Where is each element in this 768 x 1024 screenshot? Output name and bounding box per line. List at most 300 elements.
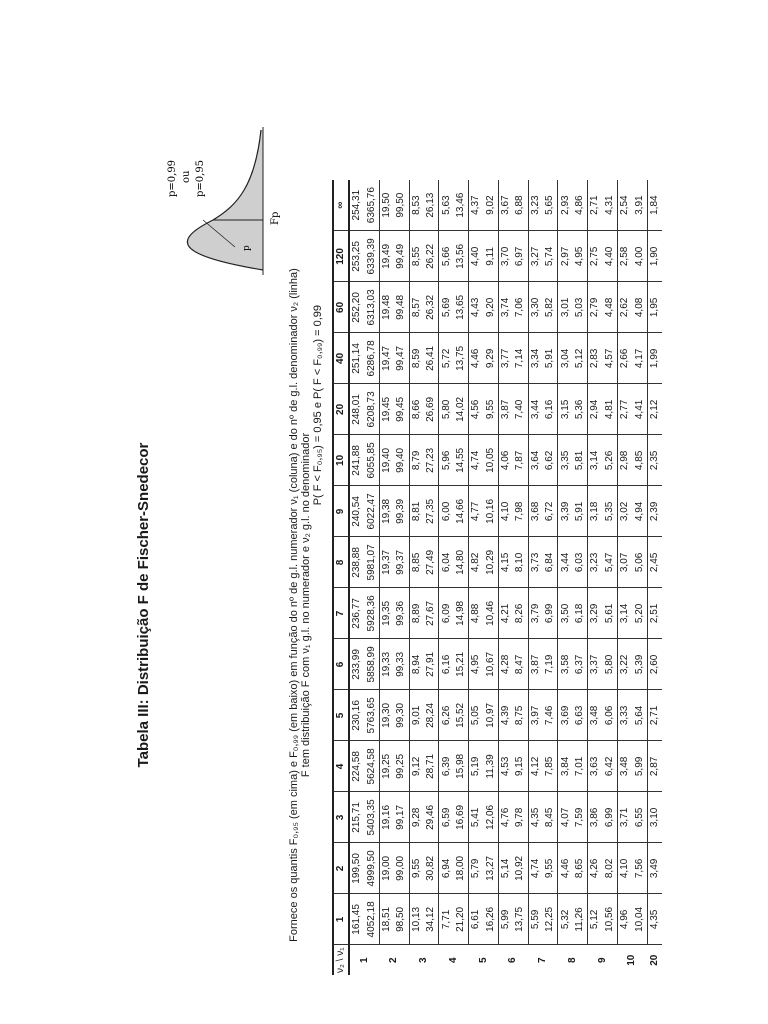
cell-f095: 254,31 <box>349 180 364 231</box>
cell-f095: 2,60 <box>647 639 662 690</box>
cell-f095: 252,20 <box>349 282 364 333</box>
cell-f095: 215,71 <box>349 792 364 843</box>
cell-f095: 7,71 <box>439 894 454 945</box>
cell-f095: 3,86 <box>588 792 603 843</box>
cell-f099: 5,64 <box>632 690 647 741</box>
p-label: p <box>242 245 252 251</box>
cell-f095: 3,34 <box>528 333 543 384</box>
cell-f095: 6,16 <box>439 639 454 690</box>
row-header: 4 <box>447 957 459 963</box>
cell-f099: 4,81 <box>603 384 618 435</box>
cell-f095: 2,66 <box>618 333 633 384</box>
row-header: 3 <box>417 957 429 963</box>
cell-f095: 3,71 <box>618 792 633 843</box>
cell-f099: 4,85 <box>632 435 647 486</box>
cell-f099: 26,22 <box>424 231 439 282</box>
cell-f095: 19,40 <box>379 435 394 486</box>
cell-f095: 5,12 <box>588 894 603 945</box>
cell-f095: 3,69 <box>558 690 573 741</box>
cell-f099: 99,30 <box>394 690 409 741</box>
cell-f095: 3,04 <box>558 333 573 384</box>
cell-f095: 3,14 <box>588 435 603 486</box>
cell-f099: 11,26 <box>573 894 588 945</box>
cell-f095: 3,73 <box>528 537 543 588</box>
cell-f099: 30,82 <box>424 843 439 894</box>
cell-f095: 2,58 <box>618 231 633 282</box>
cell-f095: 9,28 <box>409 792 424 843</box>
cell-f095: 3,44 <box>558 537 573 588</box>
cell-f095: 19,25 <box>379 741 394 792</box>
cell-f095: 5,14 <box>498 843 513 894</box>
cell-f095: 4,10 <box>498 486 513 537</box>
table-row-upper <box>588 180 603 975</box>
cell-f095: 4,12 <box>528 741 543 792</box>
cell-f099: 99,47 <box>394 333 409 384</box>
cell-f095: 8,53 <box>409 180 424 231</box>
cell-f099: 15,52 <box>454 690 469 741</box>
cell-f099: 6208,73 <box>364 384 379 435</box>
table-row-upper <box>439 180 454 975</box>
cell-f095: 6,61 <box>469 894 484 945</box>
cell-f099: 99,48 <box>394 282 409 333</box>
cell-f095: 4,21 <box>498 588 513 639</box>
cell-f099: 99,45 <box>394 384 409 435</box>
cell-f099: 10,46 <box>484 588 499 639</box>
cell-f095: 3,63 <box>588 741 603 792</box>
p-value-or: ou <box>181 170 192 183</box>
cell-f099: 5,39 <box>632 639 647 690</box>
cell-f095: 2,71 <box>588 180 603 231</box>
cell-f095: 248,01 <box>349 384 364 435</box>
table-row-upper <box>647 180 662 975</box>
cell-f095: 4,35 <box>647 894 662 945</box>
cell-f095: 224,58 <box>349 741 364 792</box>
cell-f099: 6,99 <box>603 792 618 843</box>
cell-f095: 3,33 <box>618 690 633 741</box>
cell-f095: 4,76 <box>498 792 513 843</box>
cell-f099: 99,49 <box>394 231 409 282</box>
cell-f095: 2,62 <box>618 282 633 333</box>
cell-f095: 2,12 <box>647 384 662 435</box>
cell-f099: 10,05 <box>484 435 499 486</box>
cell-f099: 4,41 <box>632 384 647 435</box>
cell-f095: 4,15 <box>498 537 513 588</box>
cell-f099: 5,26 <box>603 435 618 486</box>
cell-f095: 2,45 <box>647 537 662 588</box>
cell-f099: 5,61 <box>603 588 618 639</box>
column-header: 3 <box>333 792 349 843</box>
cell-f095: 4,46 <box>469 333 484 384</box>
cell-f099: 8,26 <box>513 588 528 639</box>
cell-f095: 4,10 <box>618 843 633 894</box>
cell-f099: 8,65 <box>573 843 588 894</box>
cell-f095: 3,64 <box>528 435 543 486</box>
cell-f095: 3,68 <box>528 486 543 537</box>
cell-f095: 4,96 <box>618 894 633 945</box>
cell-f099: 8,10 <box>513 537 528 588</box>
cell-f095: 8,94 <box>409 639 424 690</box>
cell-f099: 99,50 <box>394 180 409 231</box>
cell-f099: 7,46 <box>543 690 558 741</box>
cell-f099: 9,78 <box>513 792 528 843</box>
cell-f095: 10,13 <box>409 894 424 945</box>
cell-f095: 2,79 <box>588 282 603 333</box>
table-row-lower <box>424 180 439 975</box>
cell-f095: 4,40 <box>469 231 484 282</box>
cell-f095: 6,39 <box>439 741 454 792</box>
cell-f095: 4,53 <box>498 741 513 792</box>
table-row-upper <box>409 180 424 975</box>
cell-f095: 4,07 <box>558 792 573 843</box>
row-header: 9 <box>596 957 608 963</box>
cell-f095: 3,44 <box>528 384 543 435</box>
column-header: 8 <box>333 537 349 588</box>
cell-f099: 99,37 <box>394 537 409 588</box>
cell-f095: 8,66 <box>409 384 424 435</box>
cell-f095: 3,14 <box>618 588 633 639</box>
cell-f099: 99,39 <box>394 486 409 537</box>
cell-f095: 3,29 <box>588 588 603 639</box>
cell-f095: 230,16 <box>349 690 364 741</box>
row-header: 7 <box>537 957 549 963</box>
cell-f095: 236,77 <box>349 588 364 639</box>
cell-f099: 5,99 <box>632 741 647 792</box>
cell-f095: 19,50 <box>379 180 394 231</box>
table-row-lower <box>573 180 588 975</box>
cell-f099: 5,36 <box>573 384 588 435</box>
cell-f095: 4,56 <box>469 384 484 435</box>
cell-f095: 19,45 <box>379 384 394 435</box>
cell-f099: 4,94 <box>632 486 647 537</box>
cell-f099: 6,18 <box>573 588 588 639</box>
cell-f095: 3,48 <box>618 741 633 792</box>
cell-f099: 27,23 <box>424 435 439 486</box>
row-header: 1 <box>358 957 370 963</box>
cell-f099: 99,36 <box>394 588 409 639</box>
cell-f099: 5763,65 <box>364 690 379 741</box>
table-row-lower <box>484 180 499 975</box>
cell-f095: 19,47 <box>379 333 394 384</box>
cell-f099: 6339,39 <box>364 231 379 282</box>
cell-f099: 6313,03 <box>364 282 379 333</box>
cell-f099: 5,03 <box>573 282 588 333</box>
cell-f095: 6,94 <box>439 843 454 894</box>
cell-f095: 6,04 <box>439 537 454 588</box>
cell-f099: 5,91 <box>573 486 588 537</box>
cell-f099: 14,80 <box>454 537 469 588</box>
cell-f099: 6,16 <box>543 384 558 435</box>
cell-f099: 10,16 <box>484 486 499 537</box>
column-header: 2 <box>333 843 349 894</box>
cell-f099: 5,82 <box>543 282 558 333</box>
cell-f099: 7,87 <box>513 435 528 486</box>
table-row-upper <box>469 180 484 975</box>
cell-f099: 4999,50 <box>364 843 379 894</box>
cell-f099: 26,69 <box>424 384 439 435</box>
cell-f099: 6,84 <box>543 537 558 588</box>
cell-f099: 7,56 <box>632 843 647 894</box>
cell-f095: 3,30 <box>528 282 543 333</box>
cell-f095: 5,72 <box>439 333 454 384</box>
cell-f099: 4,31 <box>603 180 618 231</box>
cell-f099: 5,35 <box>603 486 618 537</box>
cell-f099: 10,29 <box>484 537 499 588</box>
cell-f099: 14,98 <box>454 588 469 639</box>
cell-f095: 240,54 <box>349 486 364 537</box>
cell-f095: 6,26 <box>439 690 454 741</box>
cell-f099: 4,57 <box>603 333 618 384</box>
cell-f099: 9,02 <box>484 180 499 231</box>
cell-f099: 14,02 <box>454 384 469 435</box>
cell-f095: 2,83 <box>588 333 603 384</box>
cell-f099: 5403,35 <box>364 792 379 843</box>
table-row-lower <box>632 180 647 975</box>
cell-f099: 5,65 <box>543 180 558 231</box>
cell-f099: 4,08 <box>632 282 647 333</box>
table-header-row <box>333 180 349 975</box>
cell-f099: 7,06 <box>513 282 528 333</box>
cell-f099: 5,20 <box>632 588 647 639</box>
description <box>288 235 324 975</box>
f-density-curve-icon <box>153 125 293 275</box>
cell-f099: 6,55 <box>632 792 647 843</box>
cell-f095: 19,00 <box>379 843 394 894</box>
cell-f099: 4,48 <box>603 282 618 333</box>
cell-f099: 27,49 <box>424 537 439 588</box>
cell-f099: 10,56 <box>603 894 618 945</box>
cell-f095: 238,88 <box>349 537 364 588</box>
cell-f095: 8,81 <box>409 486 424 537</box>
cell-f099: 5,74 <box>543 231 558 282</box>
cell-f099: 9,20 <box>484 282 499 333</box>
cell-f099: 6,63 <box>573 690 588 741</box>
column-header: 6 <box>333 639 349 690</box>
cell-f095: 3,39 <box>558 486 573 537</box>
cell-f099: 5,81 <box>573 435 588 486</box>
cell-f099: 4,95 <box>573 231 588 282</box>
cell-f099: 7,85 <box>543 741 558 792</box>
cell-f099: 27,67 <box>424 588 439 639</box>
cell-f099: 6,72 <box>543 486 558 537</box>
table-row-upper <box>349 180 364 975</box>
cell-f095: 241,88 <box>349 435 364 486</box>
cell-f095: 2,51 <box>647 588 662 639</box>
cell-f099: 13,56 <box>454 231 469 282</box>
cell-f095: 2,54 <box>618 180 633 231</box>
cell-f095: 5,96 <box>439 435 454 486</box>
cell-f095: 3,35 <box>558 435 573 486</box>
column-header: 40 <box>333 333 349 384</box>
cell-f095: 2,93 <box>558 180 573 231</box>
cell-f095: 3,07 <box>618 537 633 588</box>
cell-f099: 6,62 <box>543 435 558 486</box>
column-header: 9 <box>333 486 349 537</box>
f-distribution-figure <box>153 125 298 275</box>
cell-f095: 19,48 <box>379 282 394 333</box>
cell-f095: 3,22 <box>618 639 633 690</box>
cell-f099: 6,03 <box>573 537 588 588</box>
cell-f095: 5,32 <box>558 894 573 945</box>
corner-header: ν₂ \ ν₁ <box>333 945 349 975</box>
cell-f095: 5,41 <box>469 792 484 843</box>
cell-f095: 4,46 <box>558 843 573 894</box>
cell-f095: 161,45 <box>349 894 364 945</box>
page-title: Tabela III: Distribuição F de Fischer-Snedecor <box>135 442 152 768</box>
cell-f099: 7,98 <box>513 486 528 537</box>
cell-f099: 4,17 <box>632 333 647 384</box>
cell-f095: 5,19 <box>469 741 484 792</box>
cell-f099: 99,00 <box>394 843 409 894</box>
cell-f099: 5,06 <box>632 537 647 588</box>
cell-f095: 6,00 <box>439 486 454 537</box>
cell-f095: 19,49 <box>379 231 394 282</box>
cell-f095: 8,59 <box>409 333 424 384</box>
cell-f095: 3,23 <box>588 537 603 588</box>
cell-f095: 9,12 <box>409 741 424 792</box>
column-header: 1 <box>333 894 349 945</box>
description-line-2: F tem distribuição F com ν₁ g.l. no numerador e ν₂ g.l. no denominador <box>300 432 312 778</box>
cell-f095: 3,48 <box>588 690 603 741</box>
cell-f095: 4,74 <box>469 435 484 486</box>
cell-f095: 5,63 <box>439 180 454 231</box>
cell-f095: 2,71 <box>647 690 662 741</box>
cell-f095: 3,67 <box>498 180 513 231</box>
cell-f099: 7,01 <box>573 741 588 792</box>
cell-f099: 5981,07 <box>364 537 379 588</box>
cell-f099: 5858,99 <box>364 639 379 690</box>
cell-f099: 8,02 <box>603 843 618 894</box>
cell-f095: 1,99 <box>647 333 662 384</box>
cell-f095: 2,94 <box>588 384 603 435</box>
cell-f099: 99,17 <box>394 792 409 843</box>
cell-f095: 2,75 <box>588 231 603 282</box>
row-header: 20 <box>648 954 660 966</box>
cell-f095: 4,82 <box>469 537 484 588</box>
cell-f099: 4052,18 <box>364 894 379 945</box>
f-distribution-table <box>332 180 662 975</box>
cell-f095: 6,09 <box>439 588 454 639</box>
cell-f099: 6055,85 <box>364 435 379 486</box>
cell-f099: 6286,78 <box>364 333 379 384</box>
cell-f099: 4,86 <box>573 180 588 231</box>
cell-f095: 3,02 <box>618 486 633 537</box>
column-header: 5 <box>333 690 349 741</box>
cell-f099: 15,98 <box>454 741 469 792</box>
cell-f095: 5,99 <box>498 894 513 945</box>
table-row-lower <box>364 180 379 975</box>
cell-f099: 26,13 <box>424 180 439 231</box>
cell-f095: 6,59 <box>439 792 454 843</box>
table-row-lower <box>543 180 558 975</box>
row-header: 8 <box>566 957 578 963</box>
fp-label: Fp <box>270 211 281 225</box>
column-header: 20 <box>333 384 349 435</box>
cell-f095: 4,26 <box>588 843 603 894</box>
cell-f099: 10,92 <box>513 843 528 894</box>
cell-f095: 3,84 <box>558 741 573 792</box>
description-line-1: Fornece os quantis F₀,₉₅ (em cima) e F₀,₉₉ (em baixo) em função do nº de g.l. numerador ν₁ (coluna) e do nº de g.l. denominador ν₂ (linha) <box>288 268 300 942</box>
cell-f099: 7,14 <box>513 333 528 384</box>
cell-f095: 19,30 <box>379 690 394 741</box>
cell-f095: 3,79 <box>528 588 543 639</box>
cell-f099: 5624,58 <box>364 741 379 792</box>
cell-f095: 3,37 <box>588 639 603 690</box>
cell-f095: 4,35 <box>528 792 543 843</box>
cell-f095: 5,05 <box>469 690 484 741</box>
cell-f099: 6,99 <box>543 588 558 639</box>
cell-f095: 3,77 <box>498 333 513 384</box>
cell-f095: 5,80 <box>439 384 454 435</box>
cell-f095: 3,27 <box>528 231 543 282</box>
cell-f095: 8,55 <box>409 231 424 282</box>
cell-f099: 9,15 <box>513 741 528 792</box>
column-header: 120 <box>333 231 349 282</box>
cell-f095: 4,88 <box>469 588 484 639</box>
cell-f095: 18,51 <box>379 894 394 945</box>
cell-f095: 3,87 <box>498 384 513 435</box>
cell-f099: 6,42 <box>603 741 618 792</box>
cell-f095: 8,79 <box>409 435 424 486</box>
cell-f099: 5928,36 <box>364 588 379 639</box>
cell-f099: 7,40 <box>513 384 528 435</box>
cell-f099: 13,46 <box>454 180 469 231</box>
cell-f099: 12,25 <box>543 894 558 945</box>
cell-f095: 3,70 <box>498 231 513 282</box>
cell-f099: 4,40 <box>603 231 618 282</box>
cell-f095: 3,50 <box>558 588 573 639</box>
cell-f095: 2,39 <box>647 486 662 537</box>
cell-f099: 5,80 <box>603 639 618 690</box>
cell-f099: 13,75 <box>513 894 528 945</box>
cell-f095: 2,35 <box>647 435 662 486</box>
column-header: 10 <box>333 435 349 486</box>
cell-f099: 34,12 <box>424 894 439 945</box>
table-row-upper <box>498 180 513 975</box>
cell-f095: 199,50 <box>349 843 364 894</box>
row-header: 5 <box>477 957 489 963</box>
cell-f099: 4,00 <box>632 231 647 282</box>
cell-f095: 3,10 <box>647 792 662 843</box>
cell-f099: 29,46 <box>424 792 439 843</box>
cell-f095: 8,85 <box>409 537 424 588</box>
cell-f095: 9,55 <box>409 843 424 894</box>
cell-f095: 4,06 <box>498 435 513 486</box>
cell-f099: 6,06 <box>603 690 618 741</box>
cell-f095: 3,87 <box>528 639 543 690</box>
cell-f095: 4,74 <box>528 843 543 894</box>
cell-f095: 19,35 <box>379 588 394 639</box>
cell-f095: 3,97 <box>528 690 543 741</box>
cell-f099: 27,91 <box>424 639 439 690</box>
cell-f099: 6022,47 <box>364 486 379 537</box>
cell-f095: 3,18 <box>588 486 603 537</box>
table-row-lower <box>513 180 528 975</box>
p-value-95: p=0,95 <box>195 159 206 197</box>
cell-f099: 6365,76 <box>364 180 379 231</box>
cell-f099: 28,24 <box>424 690 439 741</box>
cell-f099: 9,55 <box>543 843 558 894</box>
cell-f095: 3,74 <box>498 282 513 333</box>
cell-f095: 2,97 <box>558 231 573 282</box>
row-header: 10 <box>626 954 638 966</box>
cell-f099: 9,11 <box>484 231 499 282</box>
cell-f099: 8,47 <box>513 639 528 690</box>
cell-f095: 19,33 <box>379 639 394 690</box>
cell-f095: 1,95 <box>647 282 662 333</box>
cell-f099: 15,21 <box>454 639 469 690</box>
cell-f095: 4,95 <box>469 639 484 690</box>
cell-f095: 2,98 <box>618 435 633 486</box>
